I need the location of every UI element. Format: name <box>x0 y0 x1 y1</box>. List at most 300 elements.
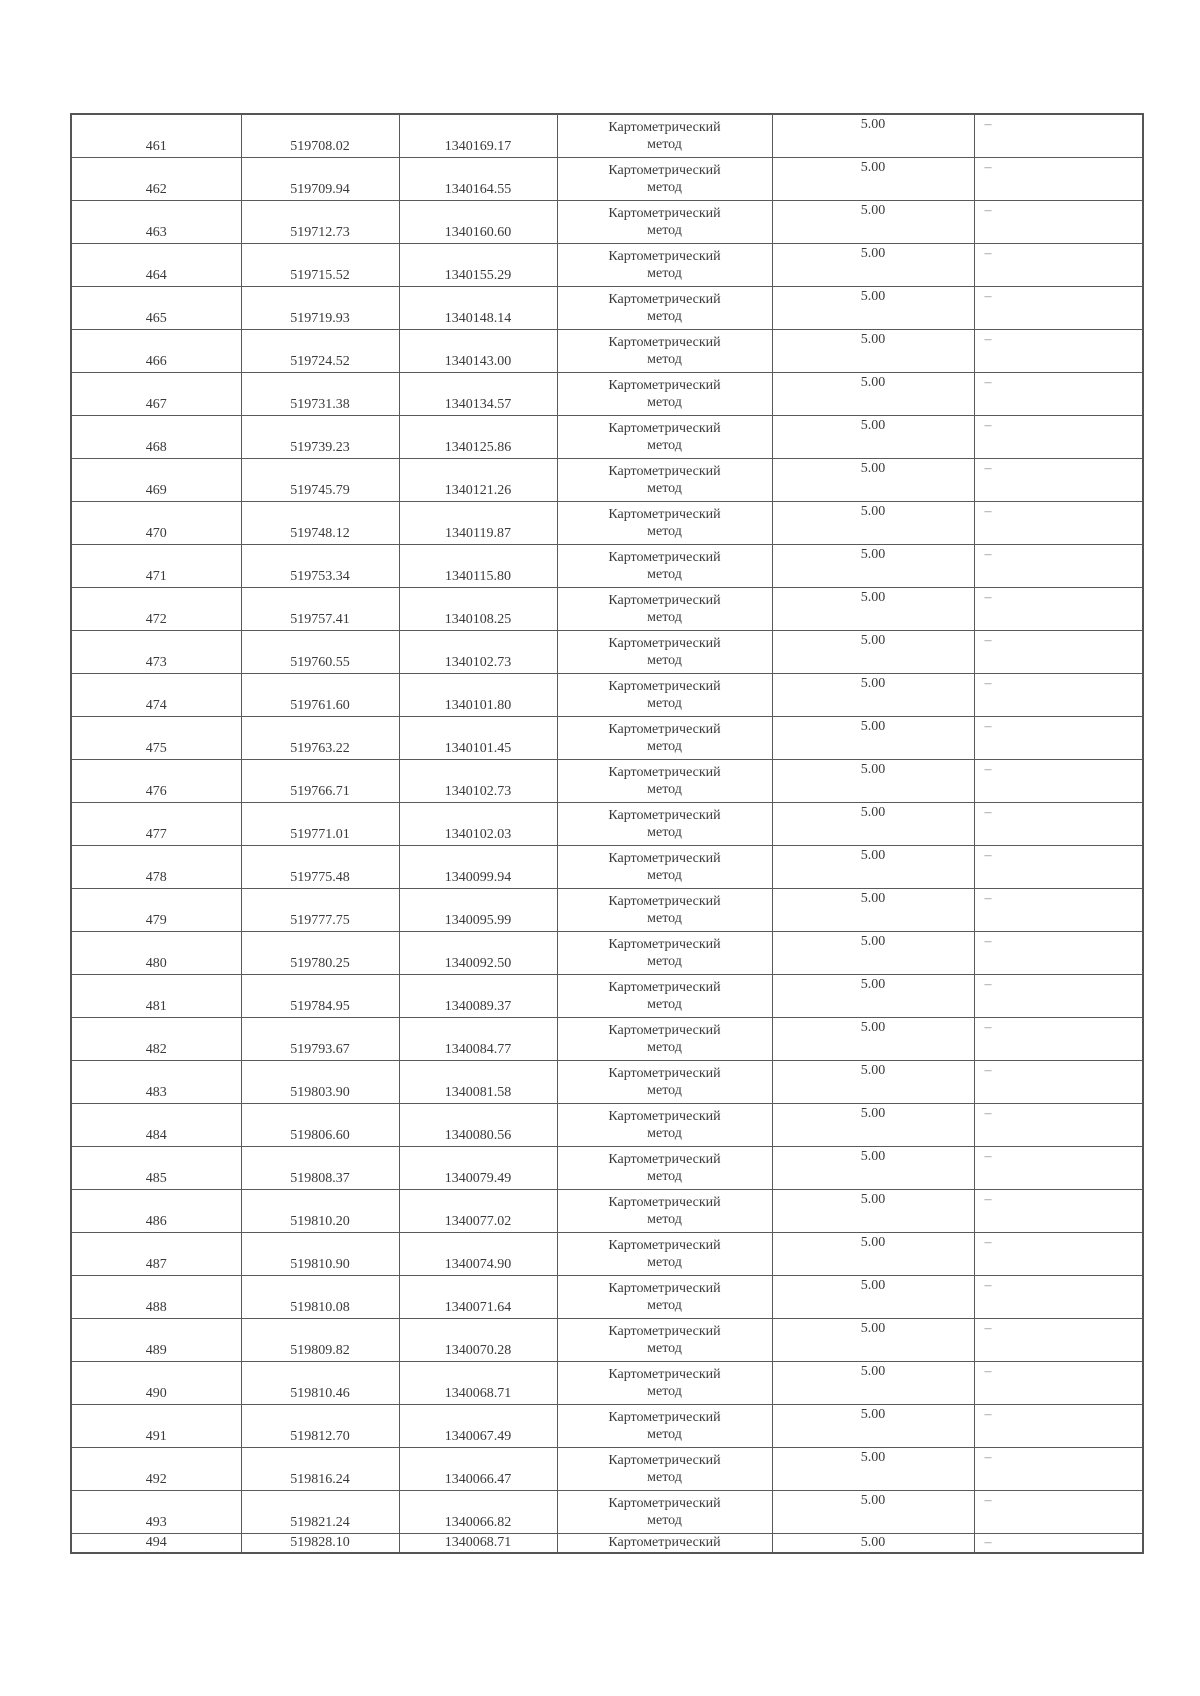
accuracy-text: 5.00 <box>860 547 886 562</box>
y-coordinate-cell <box>399 631 557 674</box>
accuracy-cell <box>772 1319 974 1362</box>
table-row <box>71 932 1143 975</box>
note-text: – <box>984 246 992 261</box>
x-coordinate-cell <box>241 588 399 631</box>
method-text: метод <box>647 223 682 238</box>
point-number-text: 494 <box>145 1535 167 1550</box>
table-row <box>71 1190 1143 1233</box>
y-coordinate-text: 1340089.37 <box>444 999 512 1014</box>
table-row <box>71 975 1143 1018</box>
method-cell <box>557 975 772 1018</box>
x-coordinate-text: 519812.70 <box>290 1429 350 1444</box>
point-number-text: 466 <box>145 354 167 369</box>
table-row <box>71 1319 1143 1362</box>
accuracy-cell <box>772 975 974 1018</box>
note-cell <box>974 1061 1143 1104</box>
point-number-cell <box>71 674 241 717</box>
accuracy-cell <box>772 201 974 244</box>
x-coordinate-cell <box>241 1319 399 1362</box>
point-number-cell <box>71 373 241 416</box>
accuracy-text: 5.00 <box>860 633 886 648</box>
accuracy-text: 5.00 <box>860 461 886 476</box>
x-coordinate-cell <box>241 1104 399 1147</box>
table-row <box>71 1534 1143 1554</box>
table-row <box>71 803 1143 846</box>
point-number-cell <box>71 803 241 846</box>
point-number-text: 476 <box>145 784 167 799</box>
x-coordinate-text: 519712.73 <box>290 225 350 240</box>
note-cell <box>974 846 1143 889</box>
x-coordinate-text: 519760.55 <box>290 655 350 670</box>
table-row <box>71 760 1143 803</box>
method-text: Картометрический <box>608 1324 721 1339</box>
table-row <box>71 416 1143 459</box>
note-cell <box>974 1104 1143 1147</box>
y-coordinate-cell <box>399 803 557 846</box>
x-coordinate-text: 519803.90 <box>290 1085 350 1100</box>
method-text: метод <box>647 696 682 711</box>
method-cell <box>557 717 772 760</box>
point-number-text: 465 <box>145 311 167 326</box>
method-text: Картометрический <box>608 1152 721 1167</box>
method-text: Картометрический <box>608 1410 721 1425</box>
method-cell <box>557 588 772 631</box>
method-cell <box>557 846 772 889</box>
accuracy-cell <box>772 1362 974 1405</box>
y-coordinate-cell <box>399 1147 557 1190</box>
point-number-cell <box>71 1147 241 1190</box>
method-text: Картометрический <box>608 1109 721 1124</box>
accuracy-cell <box>772 330 974 373</box>
accuracy-cell <box>772 1147 974 1190</box>
x-coordinate-cell <box>241 201 399 244</box>
x-coordinate-cell <box>241 244 399 287</box>
note-text: – <box>984 1450 992 1465</box>
point-number-text: 470 <box>145 526 167 541</box>
table-row <box>71 545 1143 588</box>
table-row <box>71 373 1143 416</box>
y-coordinate-cell <box>399 846 557 889</box>
method-text: метод <box>647 1083 682 1098</box>
note-cell <box>974 1018 1143 1061</box>
point-number-text: 488 <box>145 1300 167 1315</box>
note-cell <box>974 1362 1143 1405</box>
point-number-text: 464 <box>145 268 167 283</box>
note-text: – <box>984 1278 992 1293</box>
y-coordinate-text: 1340119.87 <box>445 526 511 541</box>
accuracy-text: 5.00 <box>860 246 886 261</box>
table-row <box>71 1362 1143 1405</box>
method-text: Картометрический <box>608 1281 721 1296</box>
y-coordinate-cell <box>399 459 557 502</box>
y-coordinate-cell <box>399 1362 557 1405</box>
note-cell <box>974 588 1143 631</box>
method-text: Картометрический <box>608 1195 721 1210</box>
y-coordinate-text: 1340068.71 <box>444 1386 512 1401</box>
point-number-cell <box>71 717 241 760</box>
accuracy-text: 5.00 <box>860 1407 886 1422</box>
point-number-text: 492 <box>145 1472 167 1487</box>
accuracy-cell <box>772 588 974 631</box>
point-number-text: 478 <box>145 870 167 885</box>
accuracy-text: 5.00 <box>860 289 886 304</box>
x-coordinate-text: 519719.93 <box>290 311 350 326</box>
point-number-cell <box>71 330 241 373</box>
point-number-cell <box>71 1233 241 1276</box>
x-coordinate-cell <box>241 114 399 158</box>
x-coordinate-text: 519810.90 <box>290 1257 350 1272</box>
point-number-text: 472 <box>145 612 167 627</box>
accuracy-cell <box>772 244 974 287</box>
method-text: метод <box>647 1513 682 1528</box>
point-number-cell <box>71 114 241 158</box>
method-cell <box>557 416 772 459</box>
accuracy-text: 5.00 <box>860 1535 886 1550</box>
x-coordinate-cell <box>241 416 399 459</box>
y-coordinate-cell <box>399 1061 557 1104</box>
point-number-cell <box>71 846 241 889</box>
method-text: метод <box>647 653 682 668</box>
note-cell <box>974 330 1143 373</box>
y-coordinate-text: 1340079.49 <box>444 1171 512 1186</box>
note-cell <box>974 631 1143 674</box>
x-coordinate-text: 519724.52 <box>290 354 350 369</box>
note-text: – <box>984 934 992 949</box>
method-text: Картометрический <box>608 163 721 178</box>
method-text: Картометрический <box>608 1238 721 1253</box>
accuracy-cell <box>772 1491 974 1534</box>
y-coordinate-text: 1340099.94 <box>444 870 512 885</box>
table-row <box>71 1276 1143 1319</box>
note-text: – <box>984 203 992 218</box>
x-coordinate-cell <box>241 975 399 1018</box>
y-coordinate-cell <box>399 1405 557 1448</box>
x-coordinate-cell <box>241 932 399 975</box>
x-coordinate-text: 519766.71 <box>290 784 350 799</box>
point-number-text: 479 <box>145 913 167 928</box>
point-number-cell <box>71 502 241 545</box>
y-coordinate-text: 1340101.80 <box>444 698 512 713</box>
note-text: – <box>984 1535 992 1550</box>
y-coordinate-cell <box>399 674 557 717</box>
method-text: метод <box>647 1169 682 1184</box>
y-coordinate-text: 1340148.14 <box>444 311 512 326</box>
y-coordinate-text: 1340066.82 <box>444 1515 512 1530</box>
method-cell <box>557 1104 772 1147</box>
table-row <box>71 158 1143 201</box>
y-coordinate-text: 1340102.73 <box>444 655 512 670</box>
note-text: – <box>984 676 992 691</box>
x-coordinate-cell <box>241 1147 399 1190</box>
x-coordinate-text: 519731.38 <box>290 397 350 412</box>
accuracy-text: 5.00 <box>860 762 886 777</box>
y-coordinate-cell <box>399 760 557 803</box>
y-coordinate-text: 1340164.55 <box>444 182 512 197</box>
accuracy-cell <box>772 1018 974 1061</box>
note-cell <box>974 201 1143 244</box>
x-coordinate-cell <box>241 846 399 889</box>
method-text: Картометрический <box>608 937 721 952</box>
point-number-cell <box>71 1448 241 1491</box>
note-text: – <box>984 805 992 820</box>
note-text: – <box>984 848 992 863</box>
x-coordinate-cell <box>241 1190 399 1233</box>
method-cell <box>557 114 772 158</box>
accuracy-cell <box>772 1276 974 1319</box>
note-cell <box>974 1190 1143 1233</box>
point-number-cell <box>71 1534 241 1554</box>
y-coordinate-text: 1340125.86 <box>444 440 512 455</box>
note-cell <box>974 1233 1143 1276</box>
y-coordinate-cell <box>399 1448 557 1491</box>
method-text: Картометрический <box>608 335 721 350</box>
note-text: – <box>984 1063 992 1078</box>
x-coordinate-cell <box>241 459 399 502</box>
note-text: – <box>984 719 992 734</box>
x-coordinate-cell <box>241 1448 399 1491</box>
point-number-cell <box>71 1190 241 1233</box>
point-number-text: 468 <box>145 440 167 455</box>
method-text: метод <box>647 137 682 152</box>
y-coordinate-text: 1340084.77 <box>444 1042 512 1057</box>
method-text: Картометрический <box>608 765 721 780</box>
x-coordinate-text: 519780.25 <box>290 956 350 971</box>
method-cell <box>557 330 772 373</box>
y-coordinate-text: 1340169.17 <box>444 139 512 154</box>
note-cell <box>974 502 1143 545</box>
method-cell <box>557 1448 772 1491</box>
method-cell <box>557 158 772 201</box>
note-cell <box>974 760 1143 803</box>
note-text: – <box>984 1364 992 1379</box>
table-row <box>71 114 1143 158</box>
table-row <box>71 1018 1143 1061</box>
accuracy-text: 5.00 <box>860 977 886 992</box>
note-text: – <box>984 160 992 175</box>
accuracy-cell <box>772 717 974 760</box>
method-text: метод <box>647 266 682 281</box>
accuracy-text: 5.00 <box>860 719 886 734</box>
accuracy-text: 5.00 <box>860 848 886 863</box>
note-text: – <box>984 332 992 347</box>
method-cell <box>557 1362 772 1405</box>
y-coordinate-text: 1340102.03 <box>444 827 512 842</box>
x-coordinate-text: 519753.34 <box>290 569 350 584</box>
y-coordinate-cell <box>399 1276 557 1319</box>
note-text: – <box>984 1235 992 1250</box>
accuracy-text: 5.00 <box>860 1493 886 1508</box>
method-text: метод <box>647 1212 682 1227</box>
note-cell <box>974 373 1143 416</box>
y-coordinate-cell <box>399 287 557 330</box>
note-text: – <box>984 1149 992 1164</box>
note-cell <box>974 158 1143 201</box>
accuracy-cell <box>772 1448 974 1491</box>
method-text: Картометрический <box>608 550 721 565</box>
method-text: метод <box>647 610 682 625</box>
note-cell <box>974 416 1143 459</box>
y-coordinate-cell <box>399 330 557 373</box>
note-cell <box>974 674 1143 717</box>
method-cell <box>557 1534 772 1554</box>
table-row <box>71 330 1143 373</box>
point-number-text: 485 <box>145 1171 167 1186</box>
point-number-cell <box>71 244 241 287</box>
point-number-cell <box>71 760 241 803</box>
method-text: Картометрический <box>608 378 721 393</box>
point-number-cell <box>71 631 241 674</box>
y-coordinate-text: 1340160.60 <box>444 225 512 240</box>
accuracy-text: 5.00 <box>860 1063 886 1078</box>
y-coordinate-text: 1340102.73 <box>444 784 512 799</box>
method-text: Картометрический <box>608 1023 721 1038</box>
point-number-text: 462 <box>145 182 167 197</box>
note-text: – <box>984 289 992 304</box>
x-coordinate-text: 519808.37 <box>290 1171 350 1186</box>
x-coordinate-text: 519821.24 <box>290 1515 350 1530</box>
table-body <box>71 114 1143 1553</box>
x-coordinate-text: 519709.94 <box>290 182 350 197</box>
method-cell <box>557 1147 772 1190</box>
accuracy-text: 5.00 <box>860 418 886 433</box>
x-coordinate-cell <box>241 1276 399 1319</box>
method-text: Картометрический <box>608 249 721 264</box>
method-text: метод <box>647 1341 682 1356</box>
accuracy-text: 5.00 <box>860 203 886 218</box>
x-coordinate-text: 519810.46 <box>290 1386 350 1401</box>
method-text: Картометрический <box>608 421 721 436</box>
accuracy-text: 5.00 <box>860 1192 886 1207</box>
note-cell <box>974 545 1143 588</box>
method-text: Картометрический <box>608 679 721 694</box>
method-cell <box>557 373 772 416</box>
method-text: Картометрический <box>608 464 721 479</box>
y-coordinate-cell <box>399 1319 557 1362</box>
method-text: Картометрический <box>608 1453 721 1468</box>
y-coordinate-cell <box>399 975 557 1018</box>
y-coordinate-text: 1340108.25 <box>444 612 512 627</box>
point-number-text: 487 <box>145 1257 167 1272</box>
accuracy-text: 5.00 <box>860 1149 886 1164</box>
table-row <box>71 502 1143 545</box>
accuracy-text: 5.00 <box>860 504 886 519</box>
point-number-text: 475 <box>145 741 167 756</box>
note-text: – <box>984 117 992 132</box>
x-coordinate-cell <box>241 1534 399 1554</box>
y-coordinate-text: 1340143.00 <box>444 354 512 369</box>
accuracy-text: 5.00 <box>860 676 886 691</box>
x-coordinate-text: 519810.08 <box>290 1300 350 1315</box>
x-coordinate-cell <box>241 373 399 416</box>
method-text: Картометрический <box>608 722 721 737</box>
y-coordinate-text: 1340070.28 <box>444 1343 512 1358</box>
x-coordinate-cell <box>241 502 399 545</box>
method-cell <box>557 1190 772 1233</box>
point-number-cell <box>71 416 241 459</box>
accuracy-text: 5.00 <box>860 934 886 949</box>
accuracy-cell <box>772 674 974 717</box>
point-number-cell <box>71 1061 241 1104</box>
method-text: метод <box>647 1126 682 1141</box>
table-row <box>71 846 1143 889</box>
x-coordinate-cell <box>241 717 399 760</box>
method-cell <box>557 1061 772 1104</box>
x-coordinate-cell <box>241 1061 399 1104</box>
x-coordinate-cell <box>241 889 399 932</box>
method-text: метод <box>647 524 682 539</box>
accuracy-cell <box>772 373 974 416</box>
point-number-text: 467 <box>145 397 167 412</box>
point-number-text: 473 <box>145 655 167 670</box>
y-coordinate-text: 1340077.02 <box>444 1214 512 1229</box>
y-coordinate-text: 1340092.50 <box>444 956 512 971</box>
y-coordinate-text: 1340115.80 <box>445 569 511 584</box>
method-text: метод <box>647 825 682 840</box>
note-cell <box>974 889 1143 932</box>
method-text: метод <box>647 1298 682 1313</box>
note-text: – <box>984 1321 992 1336</box>
method-text: Картометрический <box>608 292 721 307</box>
accuracy-cell <box>772 459 974 502</box>
x-coordinate-cell <box>241 545 399 588</box>
point-number-text: 474 <box>145 698 167 713</box>
table-row <box>71 631 1143 674</box>
x-coordinate-cell <box>241 1018 399 1061</box>
note-cell <box>974 1534 1143 1554</box>
x-coordinate-cell <box>241 1362 399 1405</box>
table-row <box>71 717 1143 760</box>
note-text: – <box>984 504 992 519</box>
x-coordinate-cell <box>241 803 399 846</box>
point-number-cell <box>71 1104 241 1147</box>
y-coordinate-text: 1340081.58 <box>444 1085 512 1100</box>
point-number-text: 491 <box>145 1429 167 1444</box>
method-text: Картометрический <box>608 593 721 608</box>
x-coordinate-text: 519757.41 <box>290 612 350 627</box>
x-coordinate-text: 519806.60 <box>290 1128 350 1143</box>
point-number-text: 480 <box>145 956 167 971</box>
accuracy-text: 5.00 <box>860 160 886 175</box>
method-text: метод <box>647 180 682 195</box>
method-text: Картометрический <box>608 636 721 651</box>
note-cell <box>974 932 1143 975</box>
point-number-cell <box>71 975 241 1018</box>
note-cell <box>974 975 1143 1018</box>
y-coordinate-cell <box>399 1104 557 1147</box>
point-number-cell <box>71 1405 241 1448</box>
point-number-text: 484 <box>145 1128 167 1143</box>
method-cell <box>557 1405 772 1448</box>
method-cell <box>557 932 772 975</box>
accuracy-text: 5.00 <box>860 117 886 132</box>
point-number-cell <box>71 1018 241 1061</box>
note-text: – <box>984 590 992 605</box>
note-text: – <box>984 461 992 476</box>
table-row <box>71 201 1143 244</box>
accuracy-cell <box>772 1534 974 1554</box>
note-cell <box>974 287 1143 330</box>
method-text: метод <box>647 1040 682 1055</box>
y-coordinate-cell <box>399 502 557 545</box>
point-number-text: 493 <box>145 1515 167 1530</box>
point-number-text: 463 <box>145 225 167 240</box>
accuracy-cell <box>772 803 974 846</box>
point-number-text: 483 <box>145 1085 167 1100</box>
accuracy-text: 5.00 <box>860 590 886 605</box>
point-number-cell <box>71 201 241 244</box>
accuracy-cell <box>772 889 974 932</box>
table-row <box>71 1405 1143 1448</box>
